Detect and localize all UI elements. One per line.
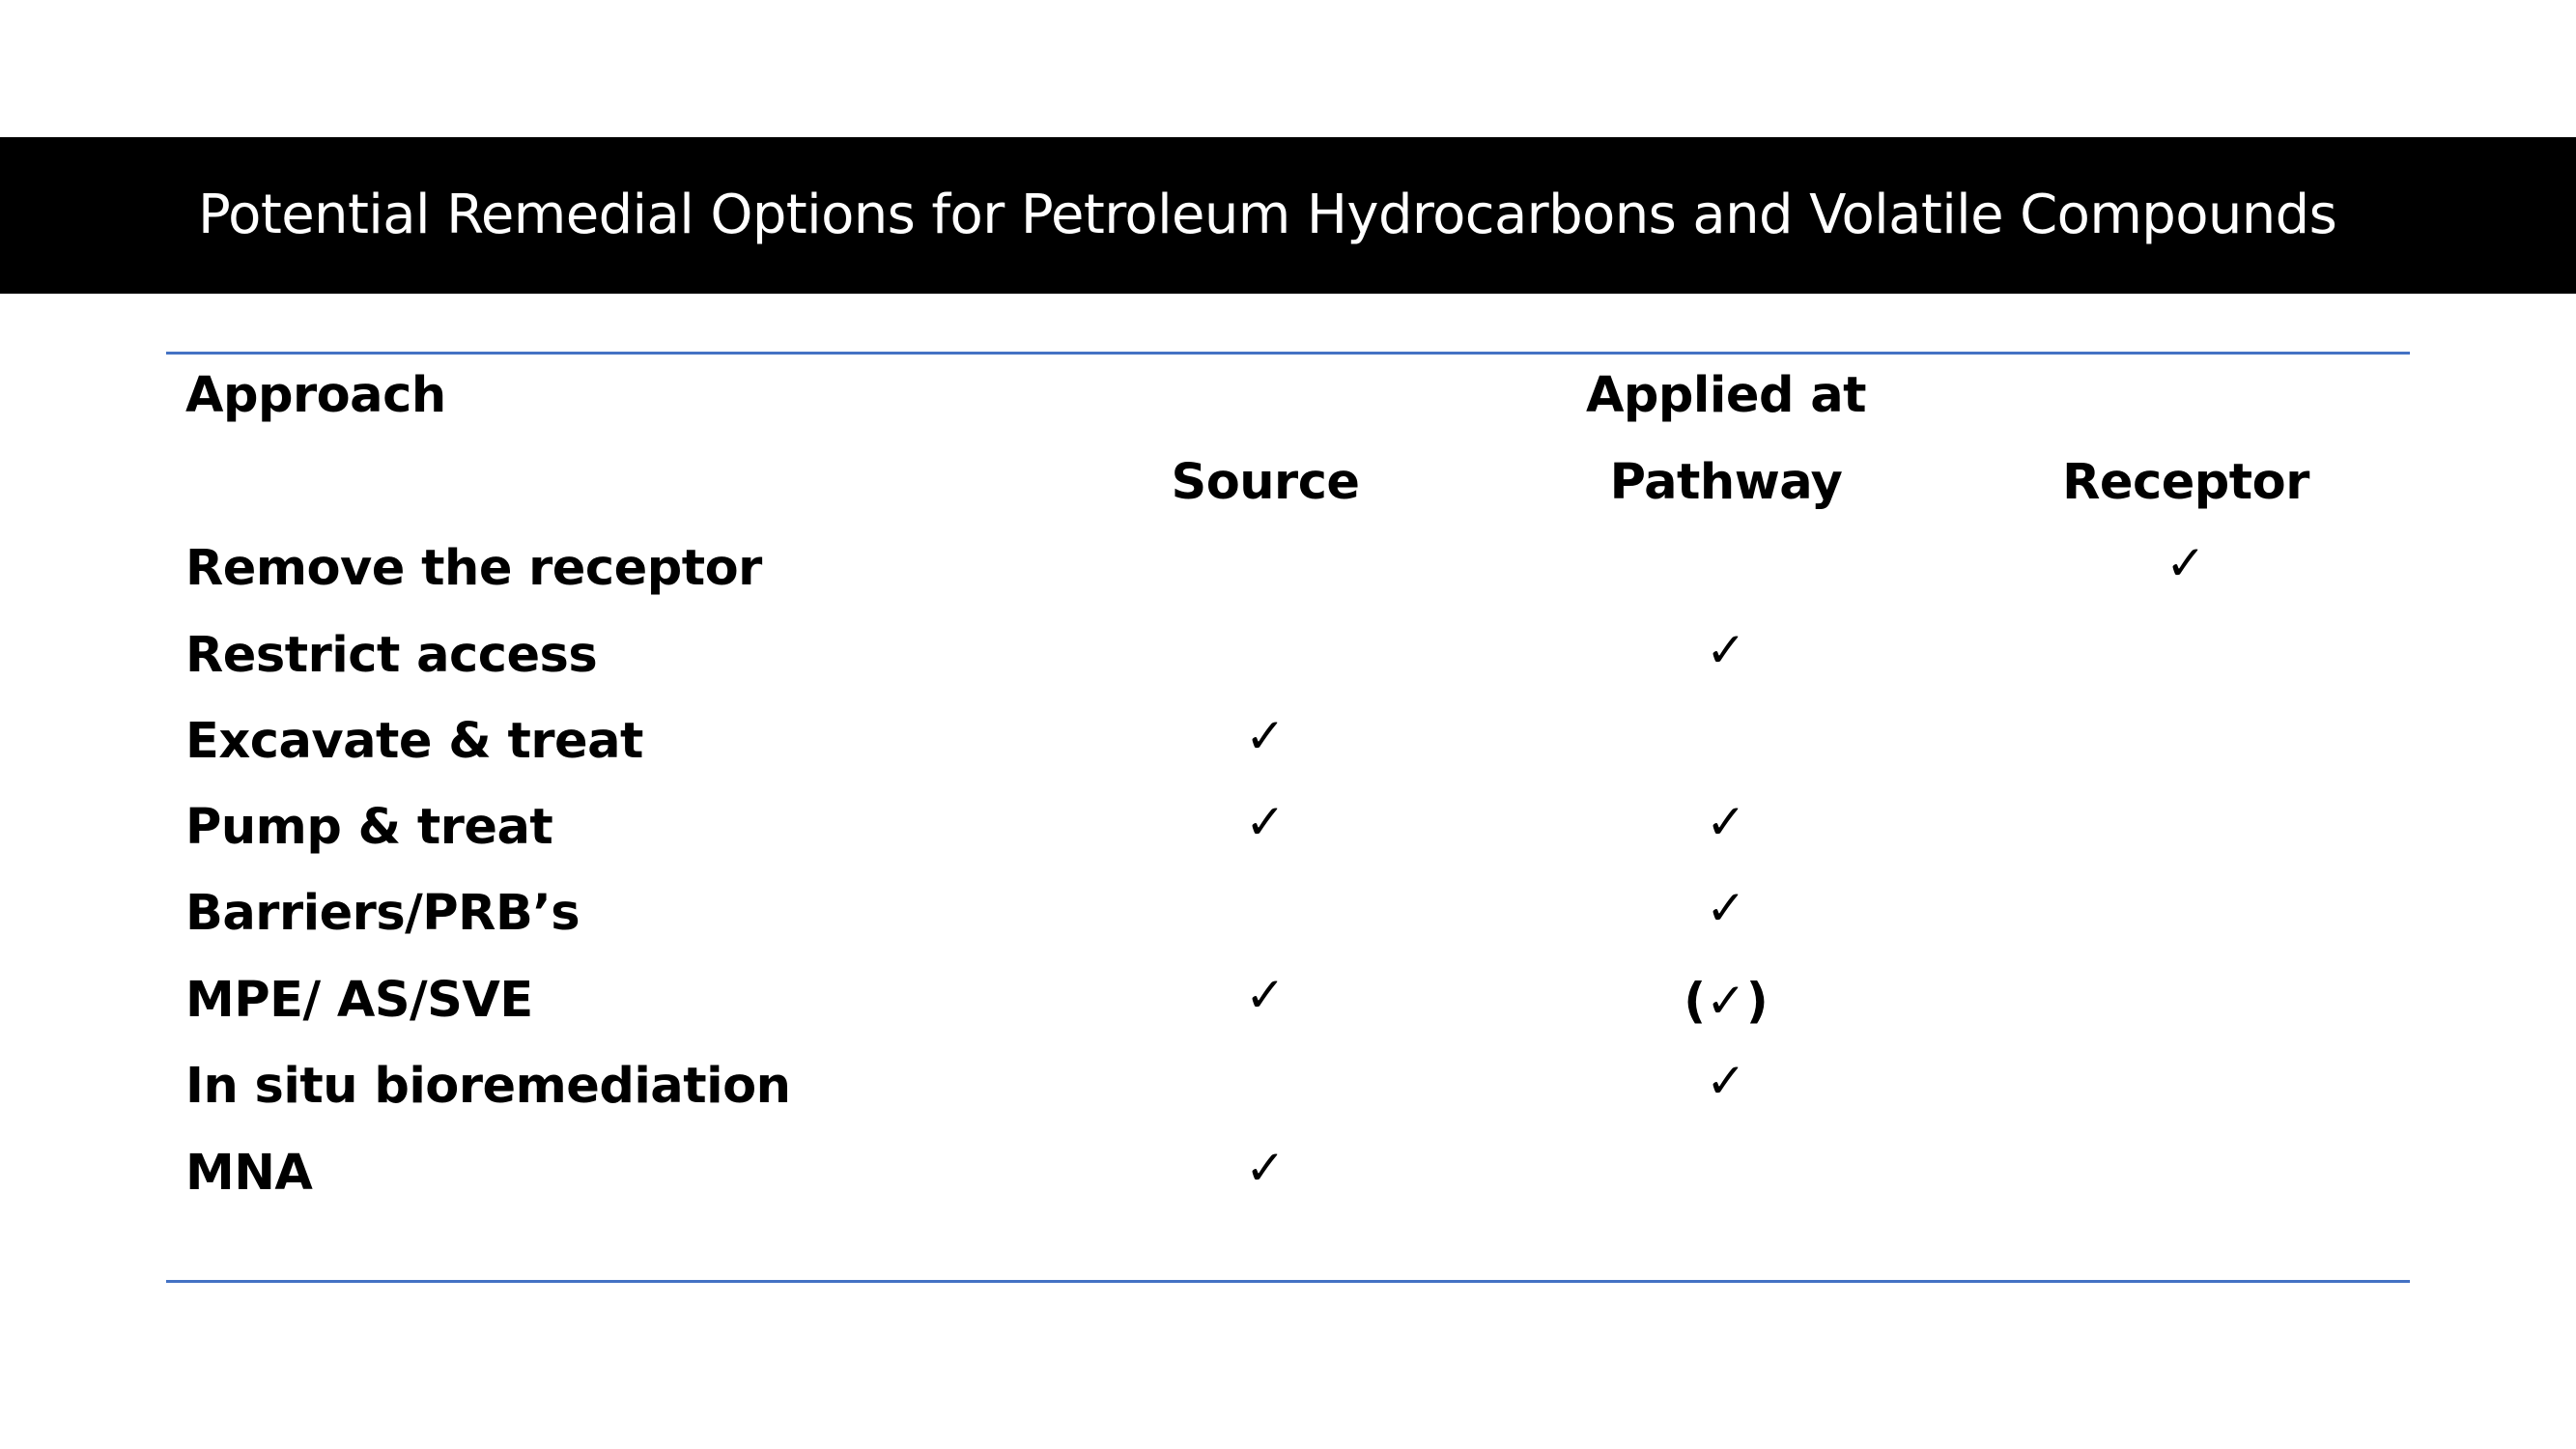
source-check-mark: ✓: [1245, 794, 1286, 850]
source-check-mark: ✓: [1245, 708, 1286, 764]
receptor-check-mark: [1954, 607, 2418, 694]
receptor-check-mark: [1954, 1124, 2418, 1211]
approach-label: Remove the receptor: [185, 540, 762, 597]
receptor-check-mark: [1954, 1037, 2418, 1124]
pathway-check-mark: [1494, 520, 1958, 607]
receptor-check-mark: [1954, 865, 2418, 952]
pathway-check-mark: (✓): [1684, 973, 1769, 1029]
source-check-mark: [1033, 607, 1497, 694]
table-top-rule: [166, 352, 2410, 355]
pathway-check-mark: ✓: [1706, 794, 1746, 850]
column-header-pathway: Pathway: [1609, 454, 1843, 511]
source-check-mark: ✓: [1245, 967, 1286, 1023]
pathway-check-mark: ✓: [1706, 1053, 1746, 1109]
source-check-mark: [1033, 865, 1497, 952]
column-header-source: Source: [1171, 454, 1360, 511]
slide-title: Potential Remedial Options for Petroleum Hydrocarbons and Volatile Compounds: [198, 184, 2337, 246]
approach-label: In situ bioremediation: [185, 1058, 791, 1115]
pathway-check-mark: ✓: [1706, 622, 1746, 678]
source-check-mark: [1033, 520, 1497, 607]
receptor-check-mark: ✓: [2166, 535, 2206, 591]
applied-at-header: Applied at: [1585, 367, 1867, 424]
receptor-check-mark: [1954, 693, 2418, 780]
approach-label: Restrict access: [185, 627, 598, 684]
pathway-check-mark: [1494, 1124, 1958, 1211]
source-check-mark: [1033, 1037, 1497, 1124]
table-bottom-rule: [166, 1280, 2410, 1283]
approach-label: MPE/ AS/SVE: [185, 972, 533, 1029]
receptor-check-mark: [1954, 952, 2418, 1038]
source-check-mark: ✓: [1245, 1140, 1286, 1196]
column-header-receptor: Receptor: [2062, 454, 2309, 511]
receptor-check-mark: [1954, 779, 2418, 866]
approach-header: Approach: [185, 367, 446, 424]
approach-label: Pump & treat: [185, 799, 553, 856]
approach-label: Barriers/PRB’s: [185, 885, 580, 942]
title-bar: [0, 137, 2576, 294]
approach-label: Excavate & treat: [185, 713, 643, 770]
approach-label: MNA: [185, 1145, 313, 1202]
pathway-check-mark: [1494, 693, 1958, 780]
pathway-check-mark: ✓: [1706, 880, 1746, 936]
